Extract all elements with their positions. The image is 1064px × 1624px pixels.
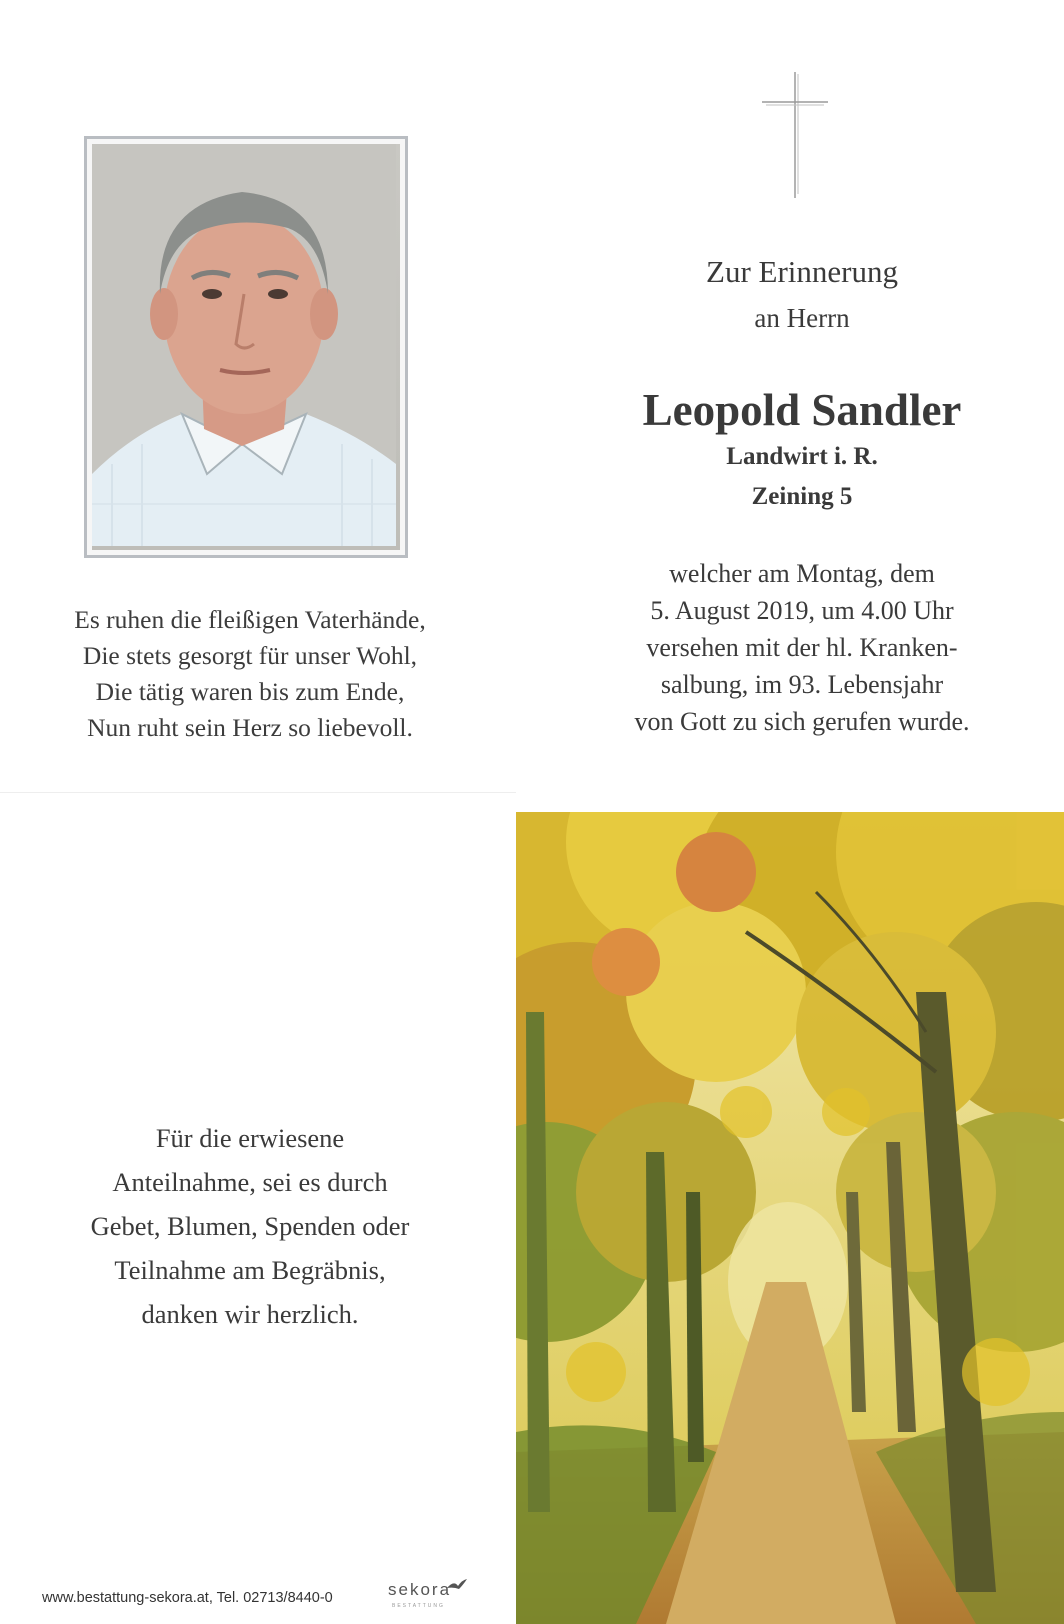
thanks-line: Teilnahme am Begräbnis, — [114, 1255, 386, 1285]
memory-line: Zur Erinnerung — [706, 254, 898, 289]
portrait-illustration — [92, 144, 396, 546]
poem-line: Die stets gesorgt für unser Wohl, — [82, 641, 418, 670]
cross-icon — [760, 70, 830, 200]
thanks-line: Anteilnahme, sei es durch — [112, 1167, 388, 1197]
death-notice-line: versehen mit der hl. Kranken- — [646, 633, 958, 662]
death-notice-line: von Gott zu sich gerufen wurde. — [634, 707, 970, 736]
death-notice-line: salbung, im 93. Lebensjahr — [660, 670, 944, 699]
portrait-photo — [84, 136, 408, 558]
logo-subtext: BESTATTUNG — [392, 1603, 445, 1609]
contact-footer: www.bestattung-sekora.at, Tel. 02713/8440-0 — [42, 1590, 333, 1606]
poem-line: Es ruhen die fleißigen Vaterhände, — [74, 605, 426, 634]
fold-line — [0, 792, 516, 793]
autumn-forest-image — [516, 812, 1064, 1624]
poem — [30, 602, 470, 746]
thanks-line: Gebet, Blumen, Spenden oder — [90, 1211, 410, 1241]
funeral-home-logo: sekora — [388, 1580, 452, 1599]
thanks-text — [30, 1116, 470, 1336]
portrait-image — [92, 144, 400, 550]
death-notice — [584, 555, 1020, 740]
deceased-name: Leopold Sandler — [642, 385, 962, 435]
poem-line: Die tätig waren bis zum Ende, — [95, 677, 405, 706]
poem-line: Nun ruht sein Herz so liebevoll. — [87, 713, 413, 742]
occupation: Landwirt i. R. — [726, 443, 878, 470]
death-notice-line: 5. August 2019, um 4.00 Uhr — [650, 596, 954, 625]
bird-icon — [446, 1578, 468, 1594]
address: Zeining 5 — [751, 483, 853, 510]
thanks-line: Für die erwiesene — [155, 1123, 345, 1153]
thanks-line: danken wir herzlich. — [141, 1299, 359, 1329]
herrn-line: an Herrn — [754, 303, 850, 333]
death-notice-line: welcher am Montag, dem — [669, 559, 935, 588]
